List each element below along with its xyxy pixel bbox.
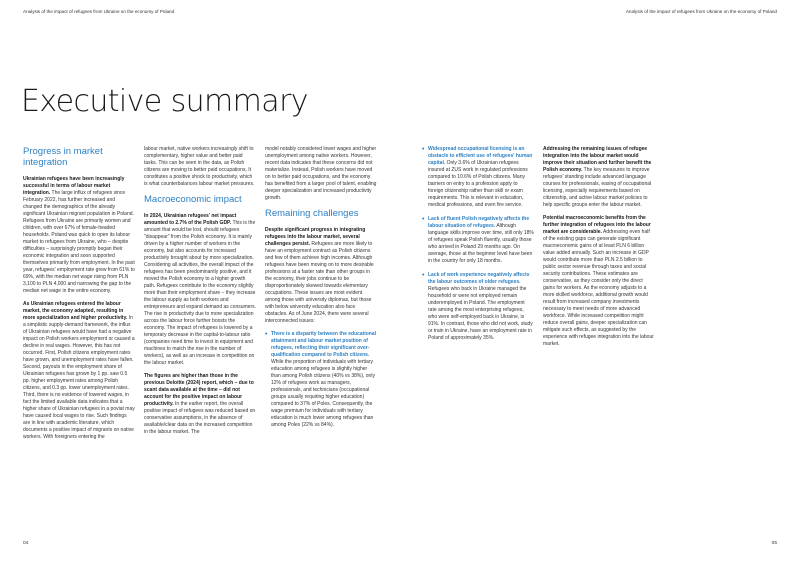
column-4 [422,146,534,349]
page-title: Executive summary [21,84,308,119]
column-1 [23,146,135,447]
paragraph-body: In a simplistic supply-demand framework, the influx of Ukrainian refugees would have had a negative impact on Polish workers employment or caused a decline in real wages. However, this has not occurred. First, Polish citizens employment rates have grown, and unemployment rates have fallen. Second, payouts in the employment share of Ukrainian refugees has grown by 1 pp. saw 0.5 pp. higher employment rates among Polish citizens, and 0.3 pp. lower unemployment rates. Third, there is no evidence of lowered wages, in fact the limited available data indicates that a higher share of Ukrainian refugees in a poviat may have caused local wages to rise. Such findings are in line with academic literature, which documents a positive impact of migrants on native workers. With foreigners entering the [23,315,135,440]
page-number-right: 05 [771,541,777,546]
paragraph: labour market, native workers increasingly shift to complementary, higher value and better paid tasks. This can be seen in the data, as Polish citizens are moving to better paid occupations. It constitutes a positive shock to productivity, which is what counterbalances labour market pressures. [144,146,255,187]
column-5 [543,146,655,354]
paragraph-lead: Ukrainian refugees have been increasingly successful in terms of labour market integration. [23,176,125,196]
list-item [428,216,534,265]
column-2 [144,146,256,442]
challenge-list [422,146,534,342]
page-number-left: 04 [23,541,29,546]
list-item [428,146,534,209]
paragraph [23,301,135,441]
paragraph-lead: Potential macroeconomic benefits from the further integration of refugees into the labour market are considerable. [543,215,651,235]
paragraph-body: The key measures to improve refugees' standing include advanced language courses for professionals, easing of occupational licensing, especially requirements based on citizenship, and active labour market policies to help specific groups enter the labour market. [543,167,652,208]
paragraph-body: Refugees are more likely to have an employment contract as Polish citizens and few of them achieve high incomes. Although refugees have been moving on to more desirable professions at a faster rate than other groups in the economy, their jobs continue to be disproportionately skewed towards elementary occupations. These issues are most evident among those with university diplomas, but those with below university education also face obstacles. As of June 2024, there were several interconnected issues: [265,241,374,324]
bullet-lead: Lack of fluent Polish negatively affects the labour situation of refugees. [428,216,530,229]
section-heading-macroeconomic: Macroeconomic impact [144,194,242,205]
bullet-body: Only 3.6% of Ukrainian refugees insured at ZUS work in regulated professions compared to 10.6% of Polish citizens. Many barriers on entry to a profession apply to foreign citizenship rather than skill or exam requirements. This is relevant in education, medical professions, and even fire service. [428,160,528,208]
paragraph: model notably considered lower wages and higher unemployment among native workers. However, recent data indicates that these concerns did not materialize. Instead, Polish workers have moved on to better paid occupations, and the economy has benefited from a larger pool of talent, enabling deeper specialization and increased productivity growth. [265,146,377,201]
paragraph-lead: As Ukrainian refugees entered the labour market, the economy adapted, resulting in more specialization and higher productivity. [23,301,128,321]
list-item [428,272,534,342]
paragraph [543,146,655,209]
bullet-lead: Widespread occupational licensing is an obstacle to efficient use of refugees' human capital. [428,146,533,166]
running-header-left: Analysis of the impact of refugees from Ukraine on the economy of Poland [23,9,175,14]
paragraph-lead: Despite significant progress in integrating refugees into the labour market, several challenges persist. [265,227,366,247]
bullet-lead: Lack of work experience negatively affects the labour outcomes of older refugees. [428,272,530,285]
running-header-right: Analysis of the impact of refugees from Ukraine on the economy of Poland [625,9,777,14]
list-item [271,331,377,429]
paragraph [23,176,135,295]
bullet-body: Although language skills improve over time, still only 18% of refugees speak Polish fluently, usually those who arrived in Poland 29 months ago. On average, those at the beginner level have been in the country for only 18 months. [428,223,534,264]
bullet-lead: There is a disparity between the educational attainment and labour market position of refugees, reflecting their significant over-qualification compared to Polish citizens. [271,331,377,358]
paragraph-lead: The figures are higher than those in the previous Deloitte (2024) report, which – due to scant data available at the time – did not account for the positive impact on labour productivity. [144,373,254,407]
challenge-list [265,331,377,429]
bullet-body: Refugees who back in Ukraine managed the household or were not employed remain underemployed in Poland. The employment rate among the most enterprising refugees, who were self-employed back in Ukraine, is 91%. In contrast, those who did not work, study or train in Ukraine, have an employment rate in Poland of approximately 35%. [428,286,533,341]
paragraph-body: Addressing even half of the existing gaps can generate significant macroeconomic gains of at least PLN 6 billion value added annually. Such an increase in GDP would contribute more than PLN 2.5 billion to public sector revenue through taxes and social security contributions. These estimates are conservative, as they consider only the direct gains for workers. As the economy adjusts to a more skilled workforce, additional growth would result from increased company investments necessary to meet needs of more advanced workforce. While increased competition might reduce overall gains, deeper specialization can mitigate such effects, as suggested by the experience with refugee integration into the labour market. [543,229,654,347]
paragraph-body: This is the amount that would be lost, should refugees "disappear" from the Polish economy. It is mainly driven by a higher number of workers in the economy, but also accounts for increased productivity brought about by more specialization. Considering all activities, the overall impact of the refugees has been predominantly positive, and it moved the Polish economy to a higher growth path. Refugees contribute to the economy slightly more than their employment share – they increase the labour supply as both workers and entrepreneurs and expand demand as consumers. The rise in productivity due to more specialization across the labour force further boosts the economy. The impact of refugees is lowered by a temporary decrease in the capital-to-labour ratio (companies need time to invest in equipment and machines to match the rise in the number of workers), as well as an increase in competition on the labour market. [144,220,257,366]
paragraph-lead: Addressing the remaining issues of refugee integration into the labour market would improve their situation and further benefit the Polish economy. [543,146,652,173]
paragraph-body: The large influx of refugees since February 2022, has further increased and changed the demographics of the already significant Ukrainian migrant population in Poland. Refugees from Ukraine are primarily women and children, with over 67% of female-headed households. Poland was quick to open its labour market to refugees from Ukraine, who – despite difficulties – surprisingly promptly began their economic integration and soon supported themselves primarily from employment. In the past year, refugees' employment rate grew from 61% to 69%, with the median net wage rising from PLN 3,100 to PLN 4,000 and narrowing the gap to the median net wage in the entire economy. [23,190,135,294]
section-heading-progress: Progress in market integration [23,146,103,168]
section-heading-challenges: Remaining challenges [265,208,359,219]
paragraph [144,213,256,367]
paragraph [144,373,256,436]
paragraph [543,215,655,348]
column-3 [265,146,377,436]
paragraph [265,227,377,325]
paragraph-body: In the earlier report, the overall positive impact of refugees was reduced based on conservative assumptions, in the absence of available/clear data on the increased competition in the labour market. The [144,401,256,435]
bullet-body: While the proportion of individuals with tertiary education among refugees is slightly higher than among Polish citizens (40% vs 38%), only 12% of refugees work as managers, professionals, and technicians (occupational groups usually requiring higher education) compared to 37% of Poles. Consequently, the wage premium for individuals with tertiary education is much lower among refugees than among Poles (22% vs 84%). [271,359,375,428]
paragraph-lead: In 2024, Ukrainian refugees' net impact amounted to 2.7% of the Polish GDP. [144,213,237,226]
